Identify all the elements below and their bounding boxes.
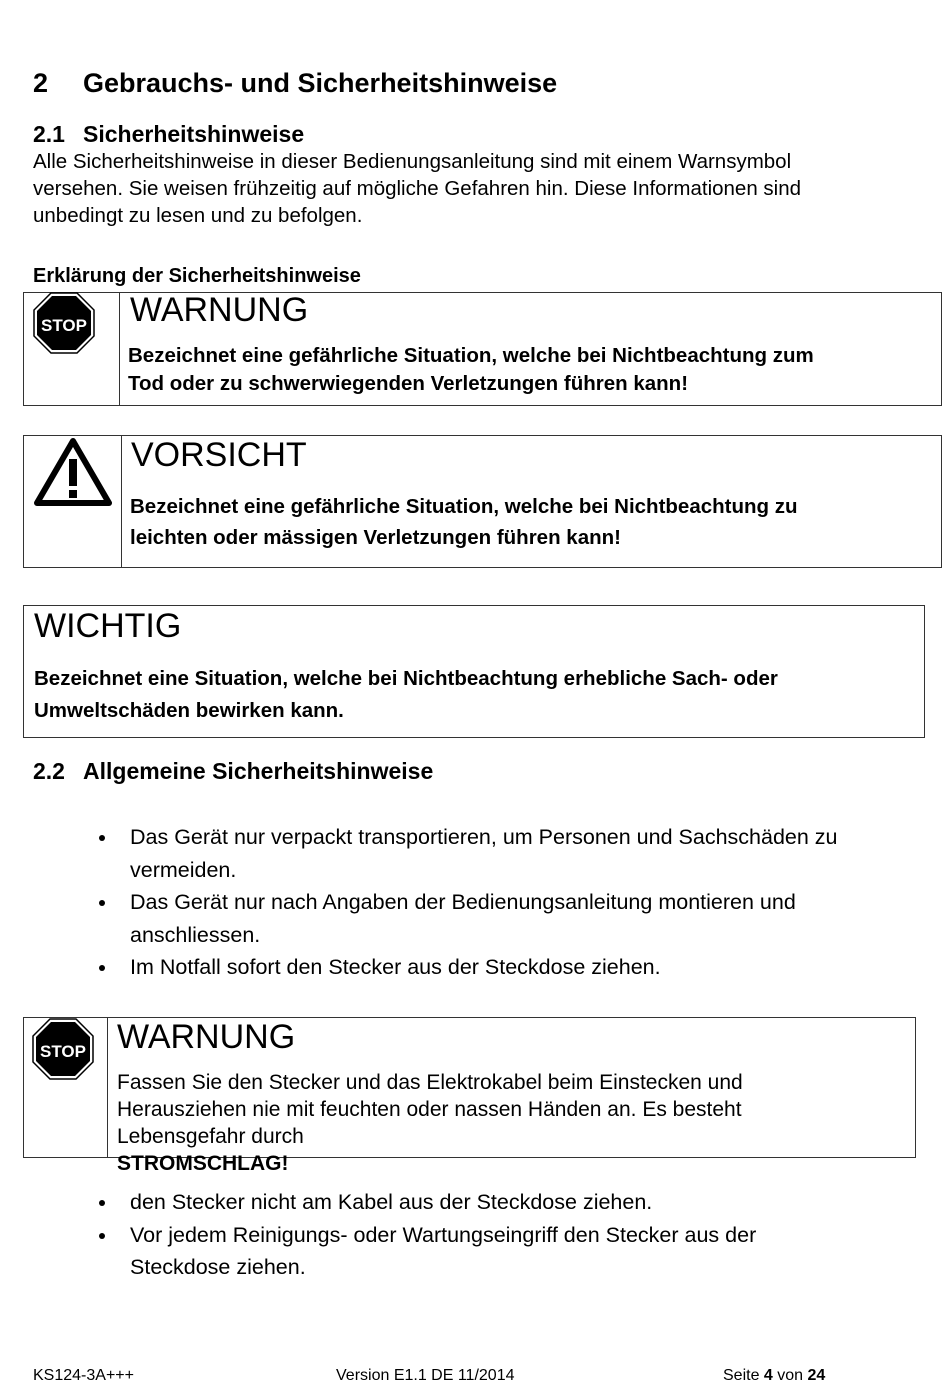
important-box — [23, 605, 925, 738]
list-item: Das Gerät nur nach Angaben der Bedienungsanleitung montieren und anschliessen. — [0, 886, 838, 951]
bullet-icon — [99, 1200, 105, 1206]
caution-line: Bezeichnet eine gefährliche Situation, welche bei Nichtbeachtung zu — [130, 495, 798, 518]
subsection-title: Allgemeine Sicherheitshinweise — [83, 758, 434, 784]
bullet-icon — [99, 900, 105, 906]
warning-line: Bezeichnet eine gefährliche Situation, welche bei Nichtbeachtung zum — [128, 344, 814, 367]
section-heading — [33, 68, 557, 99]
bullet-list-1 — [0, 821, 838, 984]
warning-line: Lebensgefahr durch STROMSCHLAG! — [117, 1125, 304, 1175]
warning-box-electric — [23, 1017, 916, 1175]
warning-line: Fassen Sie den Stecker und das Elektrokabel beim Einstecken und — [117, 1071, 743, 1094]
svg-text:STOP: STOP — [40, 1042, 86, 1061]
subsection-number: 2.1 — [33, 121, 65, 147]
subsection-title: Sicherheitshinweise — [83, 121, 305, 147]
section-number: 2 — [33, 68, 49, 98]
warning-triangle-icon — [34, 437, 112, 507]
important-line: Bezeichnet eine Situation, welche bei Nichtbeachtung erhebliche Sach- oder — [34, 667, 778, 690]
warning-title: WARNUNG — [130, 291, 309, 329]
bullet-icon — [99, 965, 105, 971]
caution-text — [130, 491, 798, 553]
warning-line: Tod oder zu schwerwiegenden Verletzungen führen kann! — [128, 371, 689, 395]
subsection-heading-2-2 — [33, 758, 433, 785]
caution-title: VORSICHT — [131, 436, 307, 474]
footer-version: Version E1.1 DE 11/2014 — [336, 1367, 515, 1384]
stop-sign-icon — [33, 292, 95, 354]
list-item: den Stecker nicht am Kabel aus der Steckdose ziehen. — [0, 1186, 756, 1219]
warning-text — [117, 1069, 743, 1177]
bullet-list-2 — [0, 1186, 756, 1284]
intro-line: Alle Sicherheitshinweise in dieser Bedienungsanleitung sind mit einem Warnsymbol — [33, 150, 792, 173]
important-title: WICHTIG — [34, 607, 182, 645]
important-text — [34, 663, 778, 727]
explanation-heading: Erklärung der Sicherheitshinweise — [33, 265, 361, 287]
warning-title: WARNUNG — [117, 1018, 296, 1056]
bullet-icon — [99, 835, 105, 841]
icon-cell — [24, 293, 120, 405]
icon-cell — [24, 1018, 108, 1157]
intro-paragraph — [33, 148, 923, 229]
stop-sign-icon — [32, 1018, 94, 1080]
warning-line: Herausziehen nie mit feuchten oder nassen Händen an. Es besteht — [117, 1098, 742, 1121]
warning-box — [23, 292, 942, 406]
list-item: Das Gerät nur verpackt transportieren, um Personen und Sachschäden zu vermeiden. — [0, 821, 838, 886]
footer-page-number: Seite 4 von 24 — [723, 1367, 826, 1384]
intro-line: unbedingt zu lesen und zu befolgen. — [33, 204, 363, 227]
list-item: Vor jedem Reinigungs- oder Wartungseingriff den Stecker aus der Steckdose ziehen. — [0, 1219, 756, 1284]
bullet-icon — [99, 1233, 105, 1239]
subsection-heading-2-1 — [33, 121, 304, 148]
intro-line: versehen. Sie weisen frühzeitig auf mögliche Gefahren hin. Diese Informationen sind — [33, 177, 802, 200]
caution-box — [23, 435, 942, 568]
icon-cell — [24, 436, 122, 567]
caution-line: leichten oder mässigen Verletzungen führen kann! — [130, 526, 621, 549]
warning-text — [128, 342, 814, 397]
subsection-number: 2.2 — [33, 758, 65, 784]
emphasis-text: STROMSCHLAG! — [117, 1152, 289, 1175]
svg-text:STOP: STOP — [41, 316, 87, 335]
list-item: Im Notfall sofort den Stecker aus der Steckdose ziehen. — [0, 951, 838, 984]
footer-model: KS124-3A+++ — [33, 1367, 134, 1384]
important-line: Umweltschäden bewirken kann. — [34, 699, 344, 722]
section-title: Gebrauchs- und Sicherheitshinweise — [83, 68, 558, 98]
